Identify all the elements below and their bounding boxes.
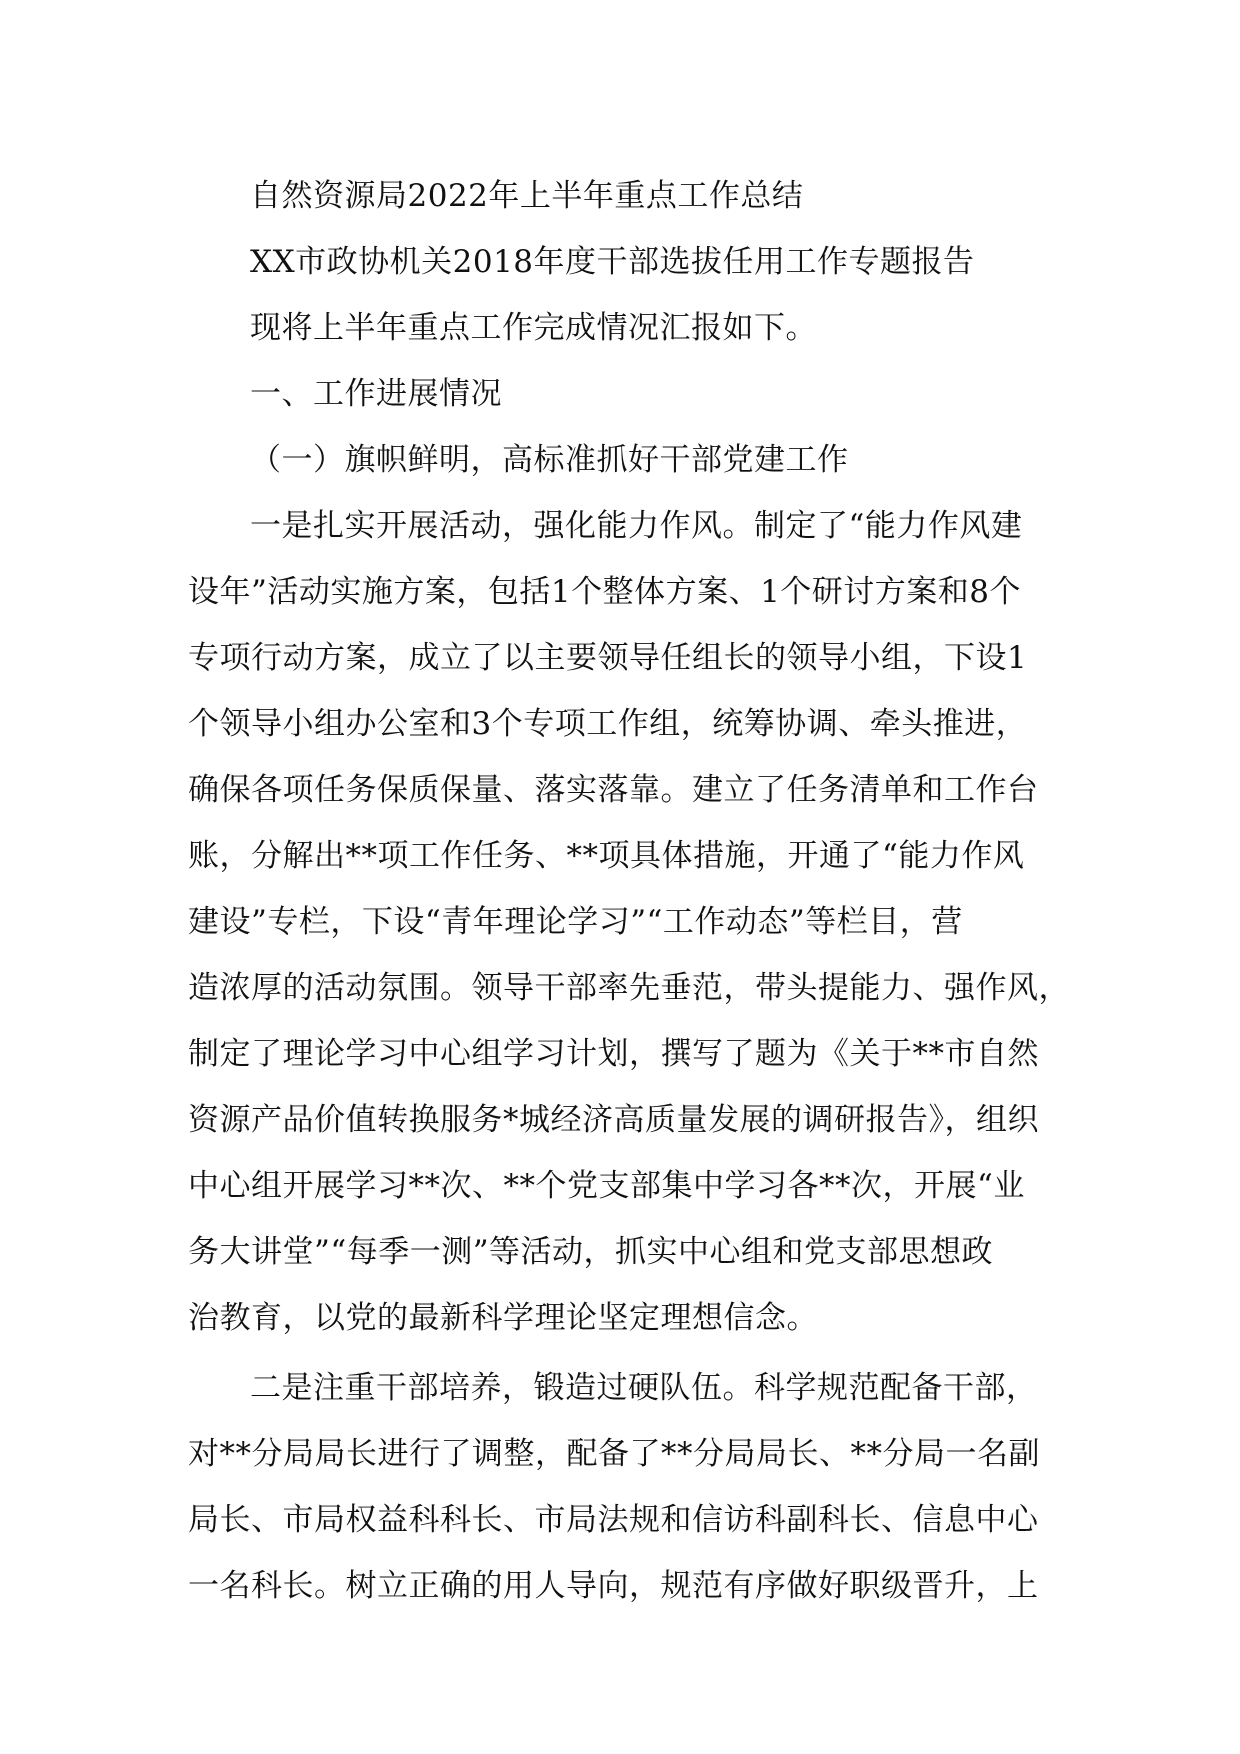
paragraph-line: 设年”活动实施方案，包括1个整体方案、1个研讨方案和8个 [188,574,1022,610]
paragraph-line: 一名科长。树立正确的用人导向，规范有序做好职级晋升，上 [188,1568,1039,1604]
paragraph-line: 治教育，以党的最新科学理论坚定理想信念。 [188,1300,818,1336]
paragraph-line: 建设”专栏，下设“青年理论学习”“工作动态”等栏目，营 [188,904,963,940]
paragraph-line: 专项行动方案，成立了以主要领导任组长的领导小组，下设1 [188,640,1028,676]
paragraph-line: 个领导小组办公室和3个专项工作组，统筹协调、牵头推进， [188,706,1028,742]
paragraph-line: 局长、市局权益科科长、市局法规和信访科副科长、信息中心 [188,1502,1039,1538]
intro-line: 现将上半年重点工作完成情况汇报如下。 [250,310,817,346]
paragraph-line: 账，分解出**项工作任务、**项具体措施，开通了“能力作风 [188,838,1025,874]
paragraph-line: 务大讲堂”“每季一测”等活动，抓实中心组和党支部思想政 [188,1234,994,1270]
paragraph-line: 中心组开展学习**次、**个党支部集中学习各**次，开展“业 [188,1168,1025,1204]
paragraph-line: 确保各项任务保质保量、落实落靠。建立了任务清单和工作台 [188,772,1039,808]
paragraph-line: 资源产品价值转换服务*城经济高质量发展的调研报告》，组织 [188,1102,1039,1138]
paragraph-line: 二是注重干部培养，锻造过硬队伍。科学规范配备干部， [250,1370,1038,1406]
subsection-heading: （一）旗帜鲜明，高标准抓好干部党建工作 [250,442,849,478]
paragraph-line: 造浓厚的活动氛围。领导干部率先垂范，带头提能力、强作风， [188,970,1070,1006]
document-title: 自然资源局2022年上半年重点工作总结 [250,178,804,214]
document-subtitle: XX市政协机关2018年度干部选拔任用工作专题报告 [250,244,975,280]
section-heading: 一、工作进展情况 [250,376,502,412]
paragraph-line: 一是扎实开展活动，强化能力作风。制定了“能力作风建 [250,508,1023,544]
paragraph-line: 对**分局局长进行了调整，配备了**分局局长、**分局一名副 [188,1436,1040,1472]
paragraph-line: 制定了理论学习中心组学习计划，撰写了题为《关于**市自然 [188,1036,1039,1072]
